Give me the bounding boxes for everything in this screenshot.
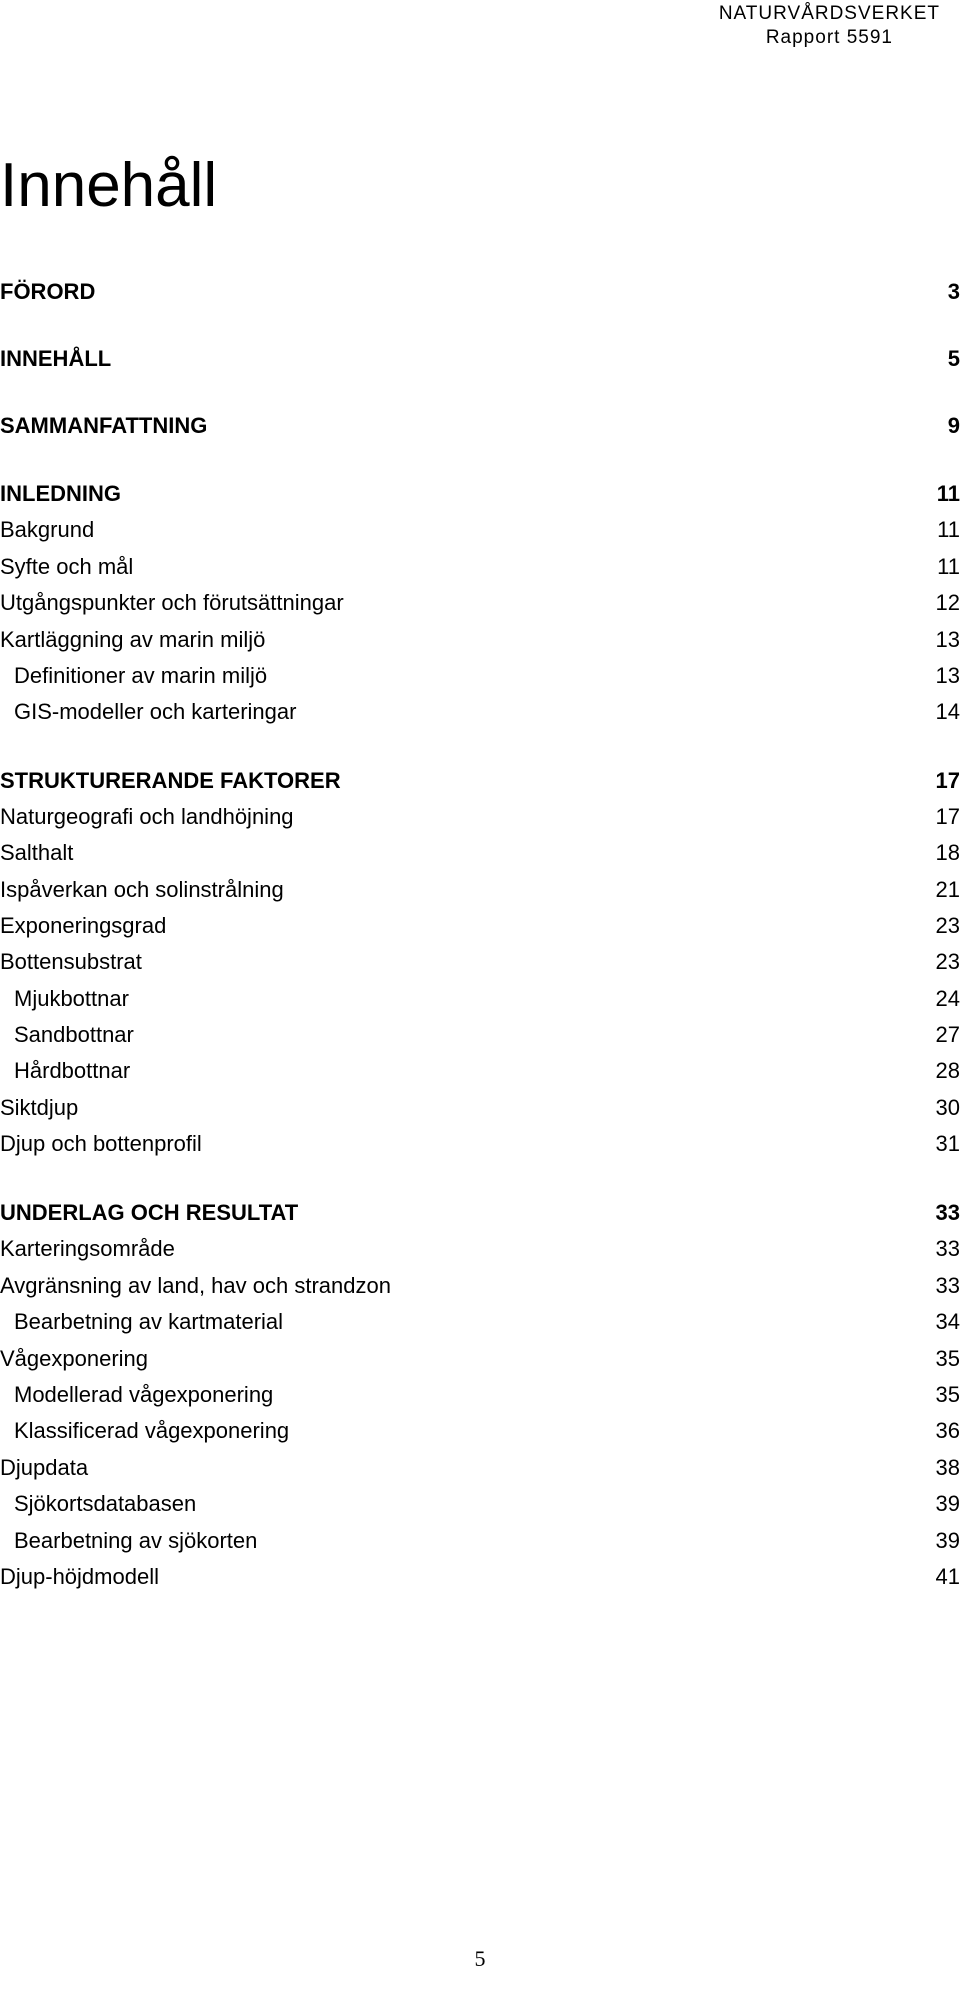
toc-entry-page: 35 — [935, 1346, 960, 1371]
toc-entry-page: 31 — [935, 1131, 960, 1156]
toc-entry-label: Syfte och mål — [0, 554, 134, 579]
toc-entry-label: Bearbetning av kartmaterial — [14, 1309, 284, 1334]
toc-entry-label: INLEDNING — [0, 481, 121, 506]
toc-entry — [0, 1054, 960, 1088]
toc-entry-label: INNEHÅLL — [0, 346, 112, 371]
toc-entry-label: SAMMANFATTNING — [0, 413, 208, 438]
toc-entry-label: Klassificerad vågexponering — [14, 1418, 290, 1443]
toc-entry-page: 13 — [935, 663, 960, 688]
toc-entry-page: 34 — [935, 1309, 960, 1334]
toc-entry-page: 21 — [935, 877, 960, 902]
toc-entry — [0, 1127, 960, 1161]
toc-entry-page: 3 — [947, 279, 960, 304]
toc-entry — [0, 1414, 960, 1448]
toc-entry-page: 24 — [935, 986, 960, 1011]
toc-entry-page: 17 — [935, 768, 960, 793]
toc-chapter-entry — [0, 764, 960, 798]
toc-entry-page: 36 — [935, 1418, 960, 1443]
toc-entry-page: 23 — [935, 913, 960, 938]
toc-entry-page: 33 — [935, 1200, 960, 1225]
toc-entry — [0, 623, 960, 657]
toc-entry — [0, 1487, 960, 1521]
toc-entry-page: 14 — [935, 699, 960, 724]
toc-entry — [0, 1560, 960, 1594]
toc-entry-label: Sandbottnar — [14, 1022, 134, 1047]
toc-entry — [0, 1091, 960, 1125]
toc-entry — [0, 513, 960, 547]
toc-entry-label: Definitioner av marin miljö — [14, 663, 268, 688]
toc-entry-page: 28 — [935, 1058, 960, 1083]
toc-entry — [0, 1342, 960, 1376]
header-org: NATURVÅRDSVERKET — [718, 3, 940, 24]
toc-entry — [0, 982, 960, 1016]
toc-entry — [0, 1232, 960, 1266]
toc-entry — [0, 659, 960, 693]
toc-entry-page: 11 — [937, 554, 960, 579]
toc-entry-label: Vågexponering — [0, 1346, 149, 1371]
toc-entry-page: 12 — [935, 590, 960, 615]
toc-entry-label: Mjukbottnar — [14, 986, 129, 1011]
toc-entry-label: Exponeringsgrad — [0, 913, 167, 938]
toc-entry — [0, 873, 960, 907]
toc-chapter-entry — [0, 342, 960, 376]
toc-entry-page: 9 — [947, 413, 960, 438]
toc-entry-page: 13 — [935, 627, 960, 652]
toc-chapter-entry — [0, 477, 960, 511]
toc-entry-label: Naturgeografi och landhöjning — [0, 804, 294, 829]
toc-entry-page: 41 — [935, 1564, 960, 1589]
toc-entry-page: 33 — [935, 1273, 960, 1298]
toc-entry-label: Bearbetning av sjökorten — [14, 1528, 258, 1553]
page-title: Innehåll — [0, 151, 218, 220]
toc-entry-label: Djup och bottenprofil — [0, 1131, 202, 1156]
toc-entry — [0, 836, 960, 870]
toc-entry-label: Siktdjup — [0, 1095, 79, 1120]
toc-entry-label: Bottensubstrat — [0, 949, 142, 974]
toc-entry-page: 38 — [935, 1455, 960, 1480]
toc-entry-label: GIS-modeller och karteringar — [14, 699, 297, 724]
toc-entry-page: 17 — [935, 804, 960, 829]
toc-entry-page: 18 — [935, 840, 960, 865]
toc-entry — [0, 909, 960, 943]
toc-entry-page: 11 — [937, 517, 960, 542]
toc-entry-label: Modellerad vågexponering — [14, 1382, 274, 1407]
toc-entry-page: 39 — [935, 1491, 960, 1516]
toc-entry-label: Sjökortsdatabasen — [14, 1491, 197, 1516]
toc-entry — [0, 1269, 960, 1303]
toc-entry-label: Utgångspunkter och förutsättningar — [0, 590, 344, 615]
toc-entry-label: Ispåverkan och solinstrålning — [0, 877, 284, 902]
toc-entry-label: Bakgrund — [0, 517, 95, 542]
toc-entry-page: 33 — [935, 1236, 960, 1261]
toc-entry-label: Djup-höjdmodell — [0, 1564, 159, 1589]
toc-entry-label: Salthalt — [0, 840, 74, 865]
toc-entry — [0, 1018, 960, 1052]
toc-entry-page: 27 — [935, 1022, 960, 1047]
toc-entry-label: Djupdata — [0, 1455, 89, 1480]
toc-entry — [0, 1524, 960, 1558]
toc-entry-page: 30 — [935, 1095, 960, 1120]
toc-chapter-entry — [0, 1196, 960, 1230]
toc-entry — [0, 800, 960, 834]
toc-chapter-entry — [0, 409, 960, 443]
toc-entry — [0, 695, 960, 729]
toc-entry-page: 23 — [935, 949, 960, 974]
toc-entry-label: Karteringsområde — [0, 1236, 175, 1261]
header-report: Rapport 5591 — [765, 27, 893, 48]
toc-entry-label: Hårdbottnar — [14, 1058, 131, 1083]
toc-entry — [0, 1378, 960, 1412]
toc-entry-label: UNDERLAG OCH RESULTAT — [0, 1200, 299, 1225]
toc-entry-page: 11 — [936, 481, 960, 506]
toc-entry-label: STRUKTURERANDE FAKTORER — [0, 768, 341, 793]
toc-entry — [0, 1305, 960, 1339]
toc-entry — [0, 550, 960, 584]
page-number: 5 — [474, 1946, 486, 1971]
toc-entry-page: 39 — [935, 1528, 960, 1553]
toc-entry-page: 5 — [947, 346, 960, 371]
toc-entry-page: 35 — [935, 1382, 960, 1407]
toc-chapter-entry — [0, 275, 960, 309]
toc-entry — [0, 586, 960, 620]
toc-entry-label: Kartläggning av marin miljö — [0, 627, 266, 652]
toc-entry — [0, 1451, 960, 1485]
toc-entry — [0, 945, 960, 979]
toc-entry-label: Avgränsning av land, hav och strandzon — [0, 1273, 391, 1298]
toc-entry-label: FÖRORD — [0, 279, 96, 304]
